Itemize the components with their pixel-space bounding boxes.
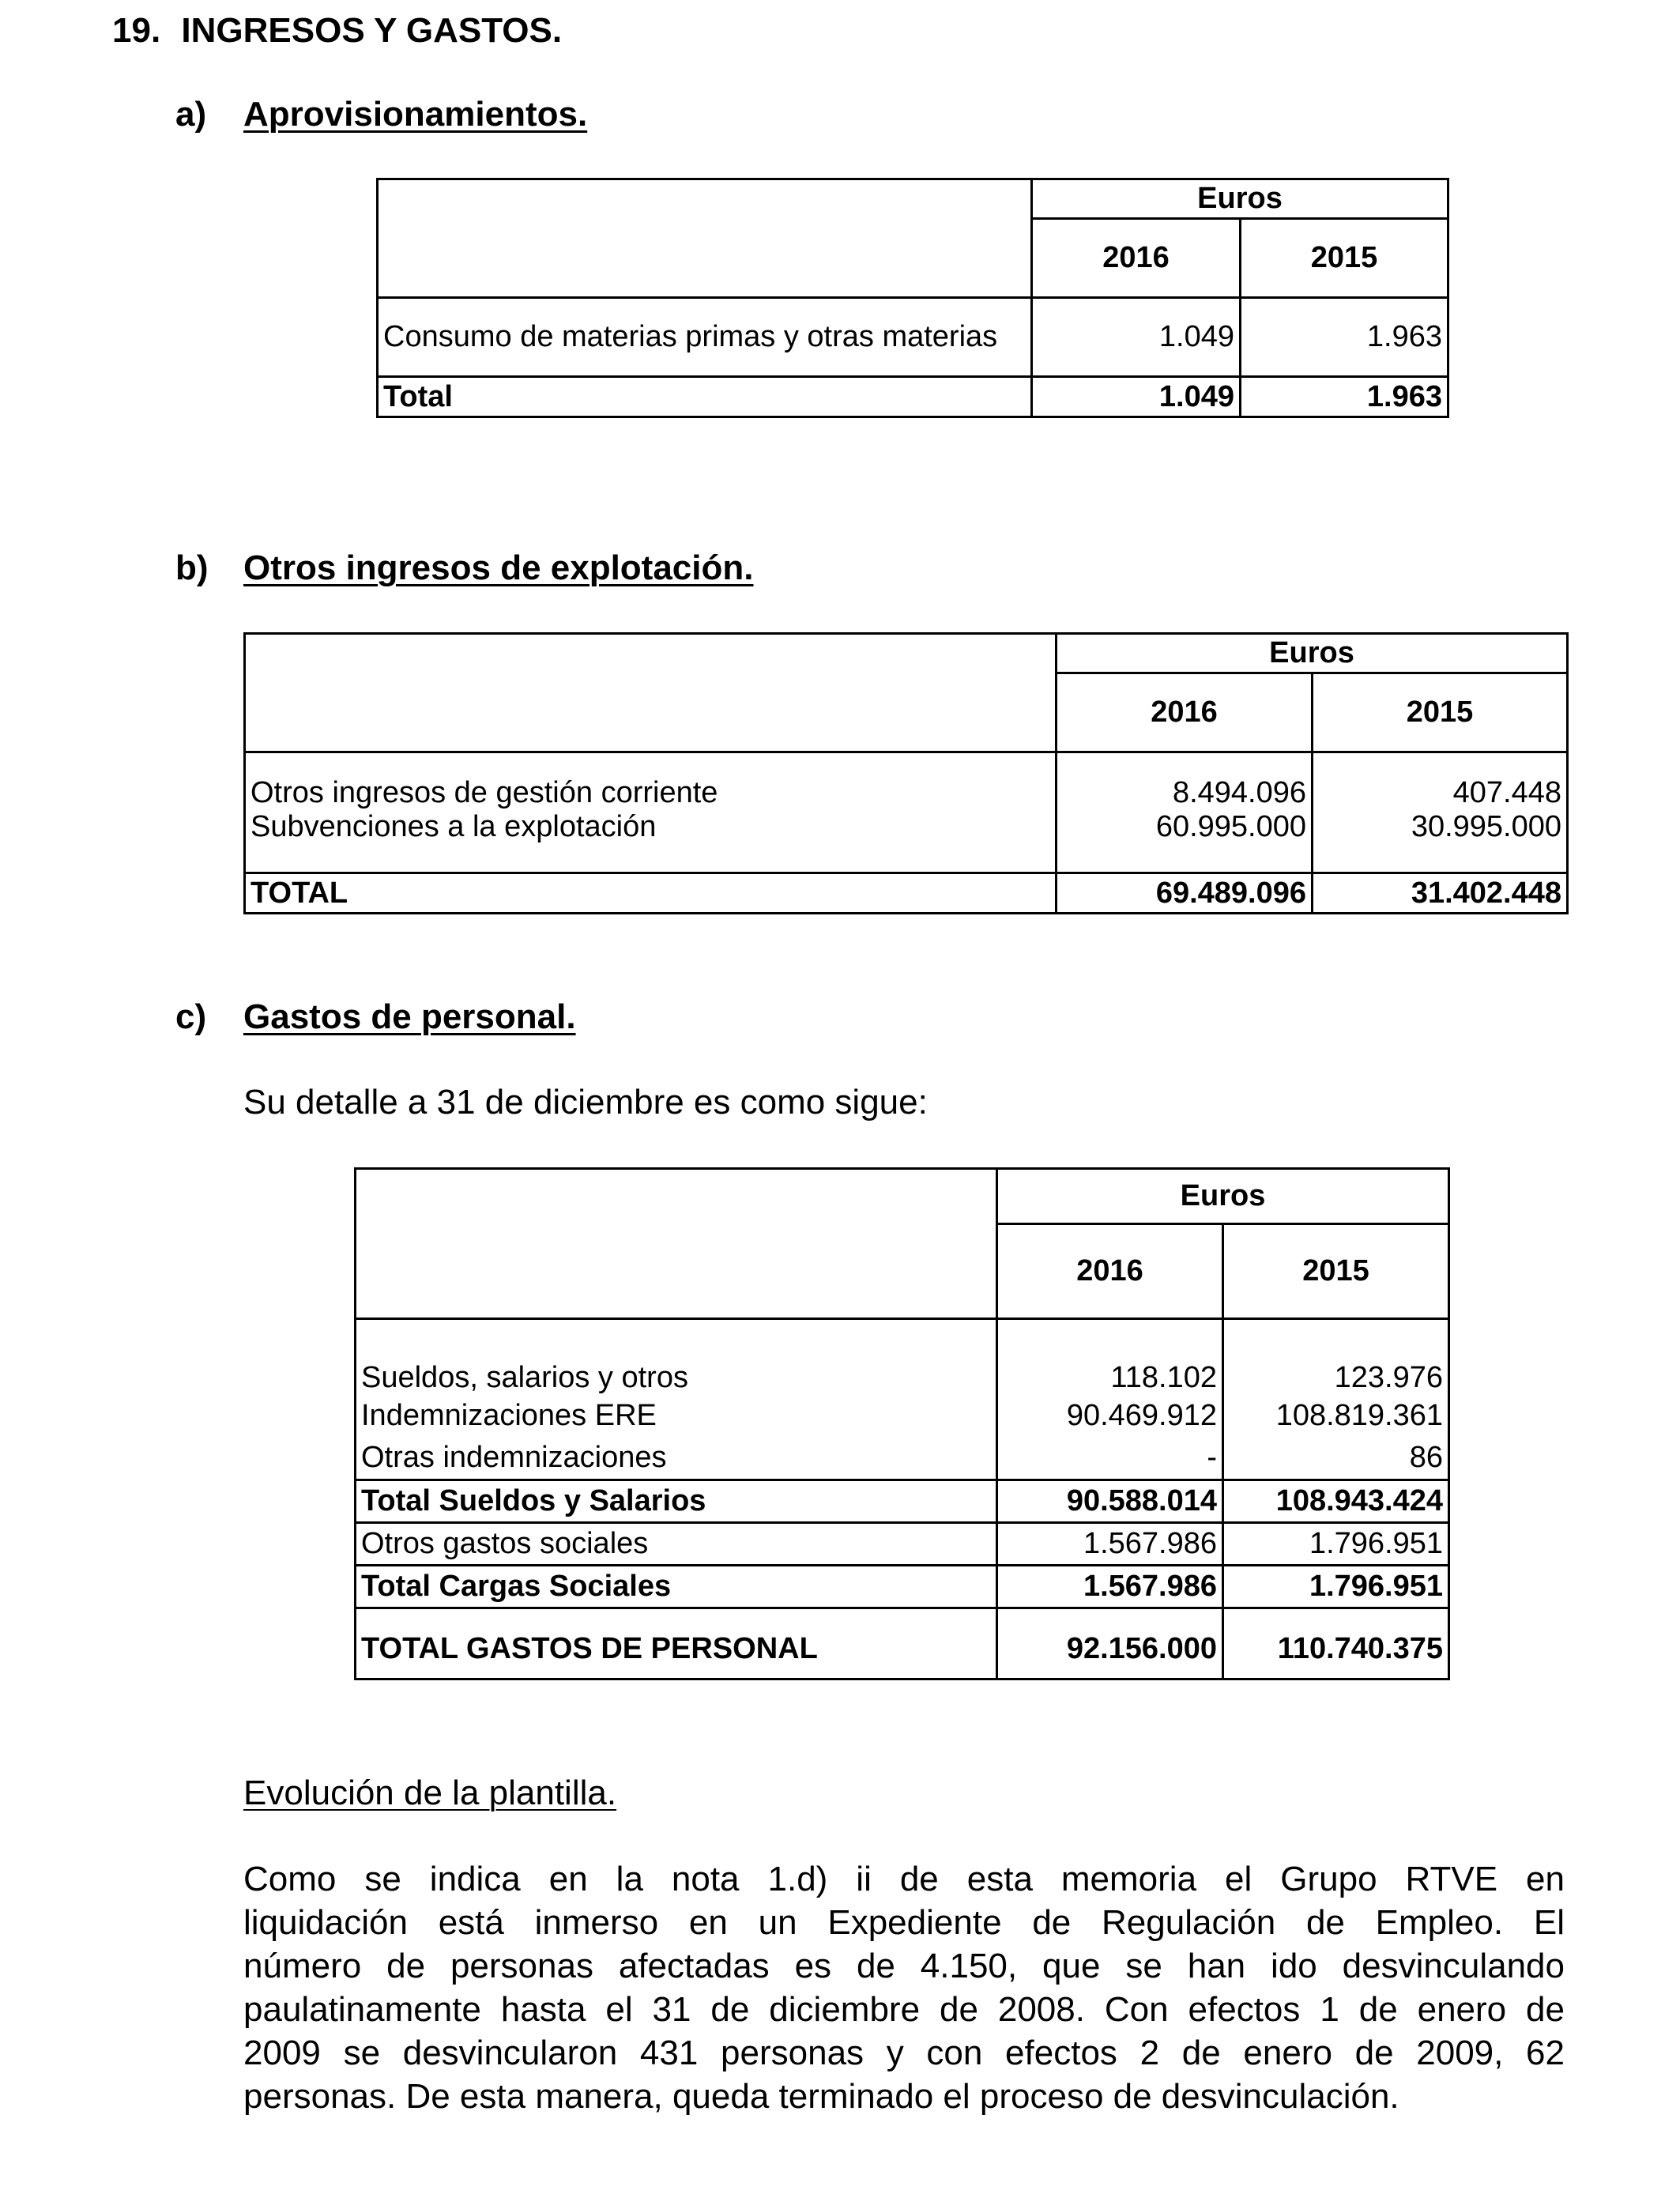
table-b-row-1-2015: 407.448 bbox=[1313, 752, 1568, 810]
table-b-row-2-2016: 60.995.000 bbox=[1057, 810, 1313, 850]
table-c-row-3-label: Otras indemnizaciones bbox=[356, 1438, 997, 1480]
subsection-b-heading bbox=[175, 548, 753, 588]
evolucion-paragraph bbox=[243, 1857, 1565, 2118]
table-c-row-1-label: Sueldos, salarios y otros bbox=[356, 1319, 997, 1395]
table-a-total-2015: 1.963 bbox=[1241, 377, 1448, 417]
table-a-row-2016: 1.049 bbox=[1032, 298, 1241, 377]
table-c-currency-header: Euros bbox=[997, 1169, 1449, 1224]
table-b-total-2015: 31.402.448 bbox=[1313, 873, 1568, 914]
table-b-total-label: TOTAL bbox=[245, 873, 1057, 914]
table-b-row-1-2016: 8.494.096 bbox=[1057, 752, 1313, 810]
table-c-year-2015: 2015 bbox=[1223, 1224, 1449, 1319]
table-a-total-label: Total bbox=[378, 377, 1032, 417]
table-c-row-5-2015: 1.796.951 bbox=[1223, 1523, 1449, 1566]
table-b-blank-header bbox=[245, 634, 1057, 752]
table-c-row-1-2016: 118.102 bbox=[997, 1319, 1223, 1395]
evolucion-title: Evolución de la plantilla. bbox=[243, 1774, 617, 1812]
table-a-row-2015: 1.963 bbox=[1241, 298, 1448, 377]
table-c-row-5-2016: 1.567.986 bbox=[997, 1523, 1223, 1566]
table-c-spacer bbox=[997, 1608, 1223, 1632]
table-c-row-3-2015: 86 bbox=[1223, 1438, 1449, 1480]
table-a-year-2016: 2016 bbox=[1032, 219, 1241, 298]
section-title: INGRESOS Y GASTOS. bbox=[181, 11, 563, 50]
table-c-spacer bbox=[356, 1608, 997, 1632]
table-c-row-5-label: Otros gastos sociales bbox=[356, 1523, 997, 1566]
table-a-blank-header bbox=[378, 179, 1032, 298]
table-b-row-2-label: Subvenciones a la explotación bbox=[245, 810, 1057, 850]
paragraph-line: liquidación está inmerso en un Expediente de Regulación de Empleo. El bbox=[243, 1903, 1565, 1942]
subsection-c-heading bbox=[175, 997, 576, 1037]
table-c-row-3-2016: - bbox=[997, 1438, 1223, 1480]
table-a-year-2015: 2015 bbox=[1241, 219, 1448, 298]
table-b-total-2016: 69.489.096 bbox=[1057, 873, 1313, 914]
table-c-row-6-2016: 1.567.986 bbox=[997, 1566, 1223, 1608]
table-a-row-label: Consumo de materias primas y otras materias bbox=[378, 298, 1032, 377]
section-heading bbox=[112, 11, 562, 51]
table-b-spacer bbox=[245, 850, 1057, 873]
gastos-intro-text: Su detalle a 31 de diciembre es como sigue: bbox=[243, 1083, 928, 1122]
subsection-a-heading bbox=[175, 95, 587, 134]
table-c-row-4-2015: 108.943.424 bbox=[1223, 1480, 1449, 1523]
table-b-row-1-label: Otros ingresos de gestión corriente bbox=[245, 752, 1057, 810]
table-c-year-2016: 2016 bbox=[997, 1224, 1223, 1319]
table-c-row-2-2016: 90.469.912 bbox=[997, 1395, 1223, 1438]
paragraph-line: personas. De esta manera, queda terminado el proceso de desvinculación. bbox=[243, 2077, 1399, 2116]
table-b-spacer bbox=[1313, 850, 1568, 873]
table-c-row-1-2015: 123.976 bbox=[1223, 1319, 1449, 1395]
paragraph-line: Como se indica en la nota 1.d) ii de esta memoria el Grupo RTVE en bbox=[243, 1860, 1565, 1898]
gastos-personal-table bbox=[354, 1167, 1450, 1680]
evolucion-heading bbox=[243, 1774, 616, 1813]
aprovisionamientos-table bbox=[376, 178, 1449, 418]
table-c-row-4-2016: 90.588.014 bbox=[997, 1480, 1223, 1523]
table-c-total-label: TOTAL GASTOS DE PERSONAL bbox=[356, 1632, 997, 1679]
table-b-currency-header: Euros bbox=[1057, 634, 1568, 673]
table-c-blank-header bbox=[356, 1169, 997, 1319]
table-b-spacer bbox=[1057, 850, 1313, 873]
table-a-total-2016: 1.049 bbox=[1032, 377, 1241, 417]
table-c-row-6-label: Total Cargas Sociales bbox=[356, 1566, 997, 1608]
table-c-total-2016: 92.156.000 bbox=[997, 1632, 1223, 1679]
subsection-a-title: Aprovisionamientos. bbox=[243, 95, 588, 134]
table-c-row-2-2015: 108.819.361 bbox=[1223, 1395, 1449, 1438]
table-b-year-2015: 2015 bbox=[1313, 673, 1568, 752]
table-b-row-2-2015: 30.995.000 bbox=[1313, 810, 1568, 850]
subsection-b-title: Otros ingresos de explotación. bbox=[243, 548, 754, 587]
subsection-b-letter: b) bbox=[175, 548, 209, 587]
table-c-row-2-label: Indemnizaciones ERE bbox=[356, 1395, 997, 1438]
table-c-row-4-label: Total Sueldos y Salarios bbox=[356, 1480, 997, 1523]
otros-ingresos-table bbox=[243, 632, 1569, 914]
subsection-a-letter: a) bbox=[175, 95, 207, 134]
subsection-c-title: Gastos de personal. bbox=[243, 997, 576, 1036]
table-c-spacer bbox=[1223, 1608, 1449, 1632]
table-c-total-2015: 110.740.375 bbox=[1223, 1632, 1449, 1679]
subsection-c-letter: c) bbox=[175, 997, 207, 1036]
paragraph-line: 2009 se desvincularon 431 personas y con efectos 2 de enero de 2009, 62 bbox=[243, 2034, 1565, 2072]
table-a-currency-header: Euros bbox=[1032, 179, 1448, 219]
paragraph-line: número de personas afectadas es de 4.150, que se han ido desvinculando bbox=[243, 1947, 1565, 1985]
table-c-row-6-2015: 1.796.951 bbox=[1223, 1566, 1449, 1608]
paragraph-line: paulatinamente hasta el 31 de diciembre de 2008. Con efectos 1 de enero de bbox=[243, 1990, 1565, 2029]
section-number: 19. bbox=[112, 11, 161, 50]
table-b-year-2016: 2016 bbox=[1057, 673, 1313, 752]
